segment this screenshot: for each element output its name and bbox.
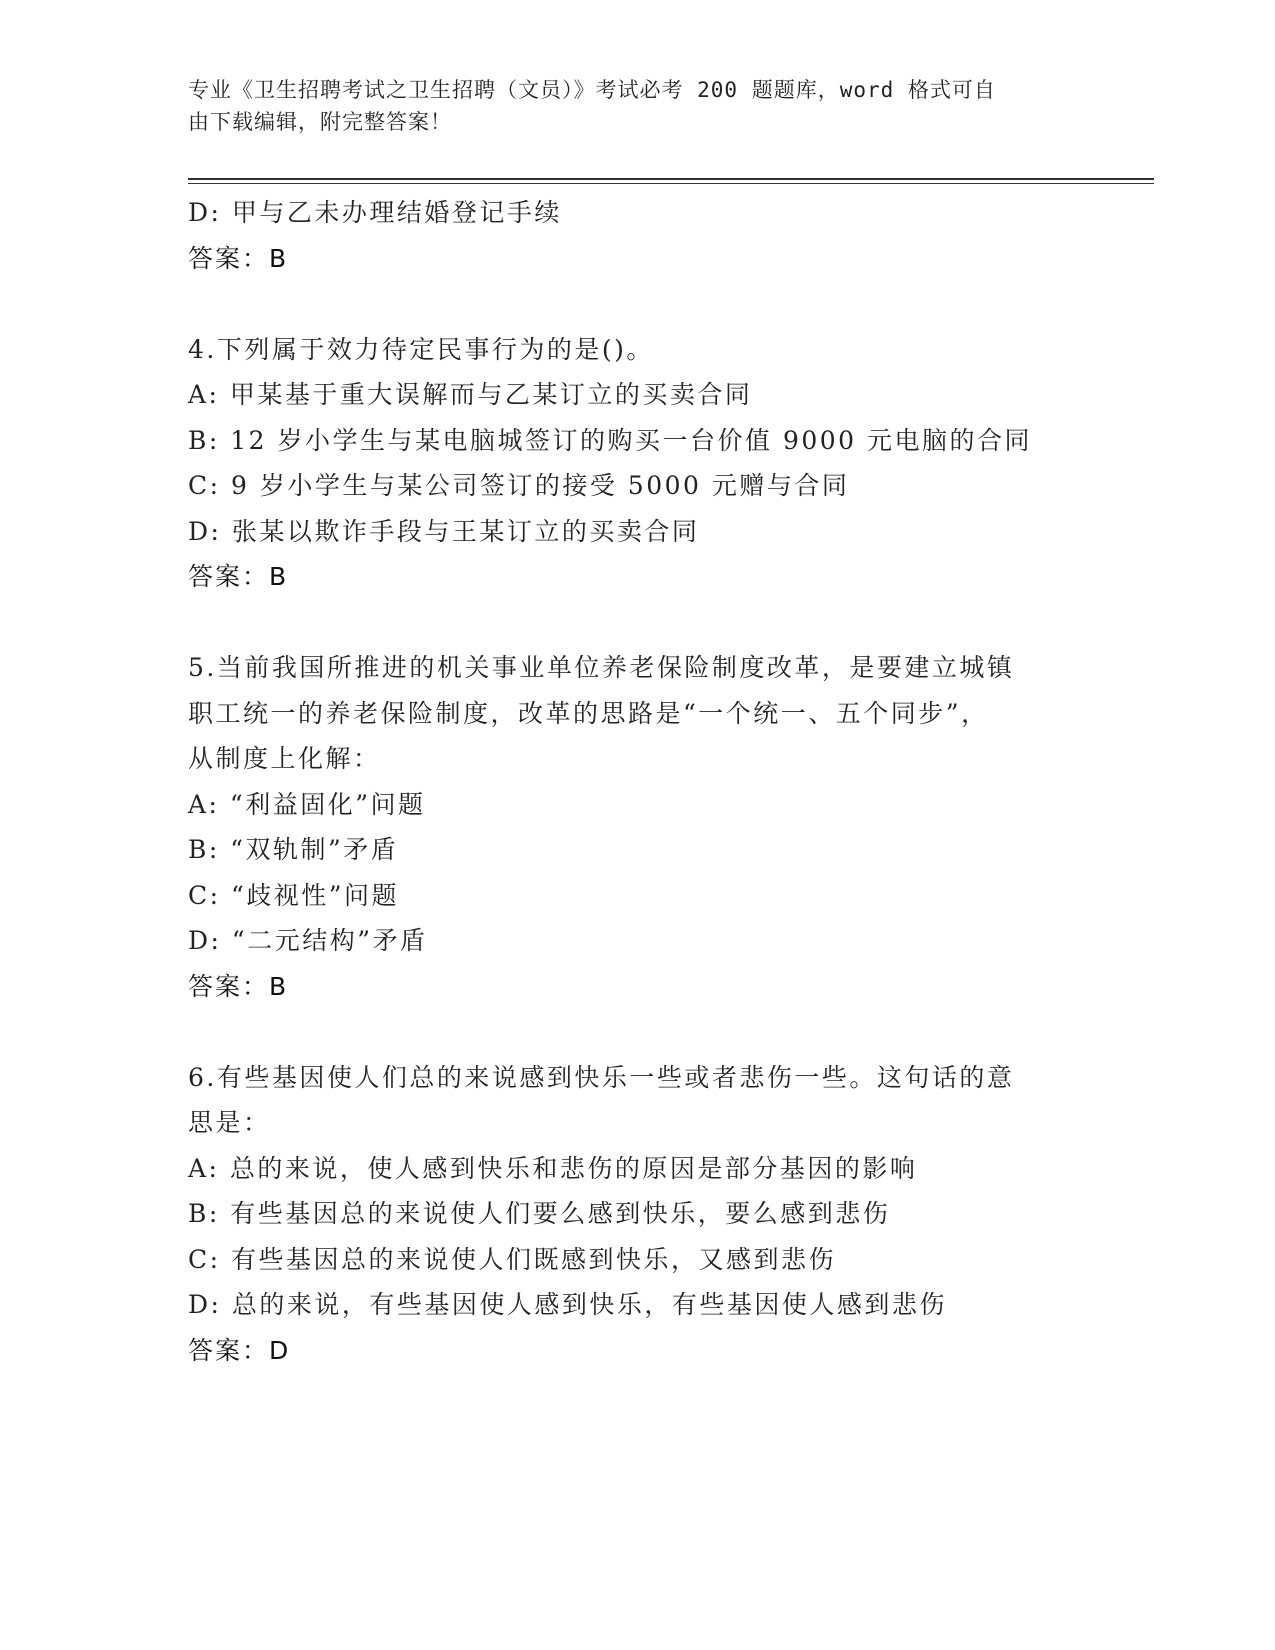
question-spacer <box>188 281 1088 327</box>
question-4-stem: 4.下列属于效力待定民事行为的是()。 <box>188 334 654 364</box>
question-3-option-d: D: 甲与乙未办理结婚登记手续 <box>188 198 562 227</box>
question-6-option-b: B: 有些基因总的来说使人们要么感到快乐，要么感到悲伤 <box>188 1199 891 1228</box>
question-6-stem-line-1: 6.有些基因使人们总的来说感到快乐一些或者悲伤一些。这句话的意 <box>188 1062 1015 1092</box>
question-6-option-a: A: 总的来说，使人感到快乐和悲伤的原因是部分基因的影响 <box>188 1153 918 1183</box>
header-line-2: 由下载编辑，附完整答案！ <box>188 110 452 134</box>
question-5 <box>188 645 1088 1009</box>
question-4 <box>188 327 1088 600</box>
question-6-stem-line-2: 思是： <box>188 1108 271 1137</box>
question-4-option-a: A: 甲某基于重大误解而与乙某订立的买卖合同 <box>188 380 753 409</box>
header-line-1: 专业《卫生招聘考试之卫生招聘（文员）》考试必考 200 题题库，word 格式可自 <box>188 78 996 102</box>
question-5-stem-line-1: 5.当前我国所推进的机关事业单位养老保险制度改革，是要建立城镇 <box>188 653 1015 682</box>
question-6 <box>188 1055 1088 1374</box>
header-divider-thick <box>188 178 1154 180</box>
question-5-option-c: C: “歧视性”问题 <box>188 880 400 910</box>
question-spacer <box>188 600 1088 646</box>
question-4-option-b: B: 12 岁小学生与某电脑城签订的购买一台价值 9000 元电脑的合同 <box>188 425 1033 455</box>
question-5-stem-line-3: 从制度上化解： <box>188 744 381 773</box>
question-5-option-b: B: “双轨制”矛盾 <box>188 835 399 864</box>
question-spacer <box>188 1009 1088 1055</box>
question-6-option-c: C: 有些基因总的来说使人们既感到快乐，又感到悲伤 <box>188 1244 837 1274</box>
question-4-option-c: C: 9 岁小学生与某公司签订的接受 5000 元赠与合同 <box>188 471 850 500</box>
question-4-option-d: D: 张某以欺诈手段与王某订立的买卖合同 <box>188 516 700 546</box>
page-header <box>188 74 1068 138</box>
question-3-answer: 答案：B <box>188 243 289 273</box>
question-3 <box>188 190 1088 281</box>
question-list <box>188 190 1088 1373</box>
question-6-option-d: D: 总的来说，有些基因使人感到快乐，有些基因使人感到悲伤 <box>188 1290 947 1319</box>
header-divider-thin <box>188 183 1154 184</box>
question-4-answer: 答案：B <box>188 562 289 591</box>
question-5-option-d: D: “二元结构”矛盾 <box>188 926 428 955</box>
question-5-option-a: A: “利益固化”问题 <box>188 789 426 819</box>
question-5-stem-line-2: 职工统一的养老保险制度，改革的思路是“一个统一、五个同步”， <box>188 698 989 728</box>
question-6-answer: 答案：D <box>188 1335 291 1365</box>
question-5-answer: 答案：B <box>188 971 289 1001</box>
